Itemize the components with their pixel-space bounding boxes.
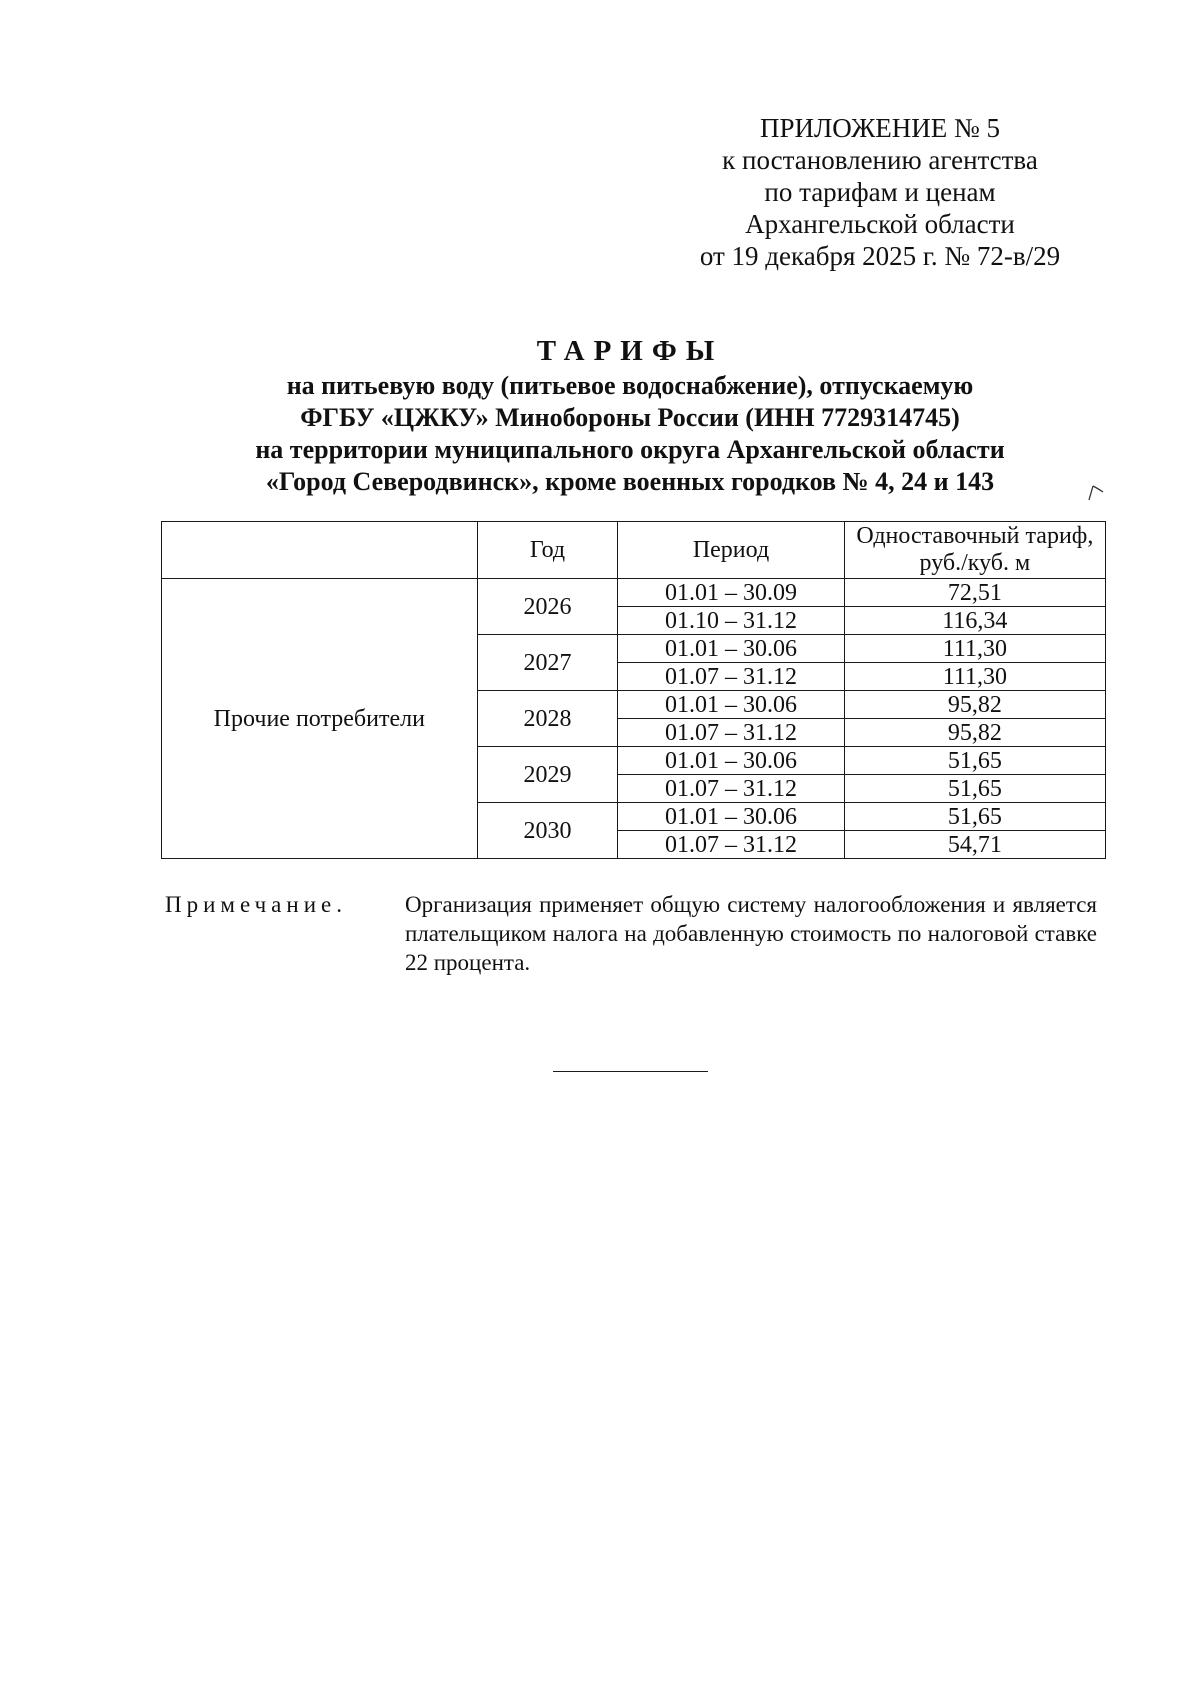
appendix-header	[680, 112, 1080, 272]
document-title	[150, 332, 1110, 498]
table-row	[162, 579, 1106, 607]
period-cell: 01.01 – 30.06	[618, 691, 844, 719]
year-cell: 2029	[477, 747, 618, 803]
period-cell: 01.01 – 30.09	[618, 579, 844, 607]
period-cell: 01.10 – 31.12	[618, 607, 844, 635]
title-subline: на территории муниципального округа Архангельской области	[255, 435, 1005, 464]
tariff-cell: 116,34	[844, 607, 1105, 635]
title-subline: на питьевую воду (питьевое водоснабжение), отпускаемую	[286, 371, 974, 400]
appendix-number: ПРИЛОЖЕНИЕ № 5	[759, 113, 1001, 143]
pen-mark-icon	[1085, 480, 1109, 504]
consumer-cell: Прочие потребители	[162, 579, 478, 859]
tariff-cell: 51,65	[844, 747, 1105, 775]
appendix-date-line: от 19 декабря 2025 г. № 72-в/29	[699, 241, 1061, 271]
header-consumer	[162, 522, 478, 579]
period-cell: 01.07 – 31.12	[618, 831, 844, 859]
tariff-cell: 95,82	[844, 719, 1105, 747]
tariff-cell: 51,65	[844, 803, 1105, 831]
table-header-row	[162, 522, 1106, 579]
appendix-ref-line: по тарифам и ценам	[764, 177, 996, 207]
year-cell: 2030	[477, 803, 618, 859]
period-cell: 01.01 – 30.06	[618, 747, 844, 775]
period-cell: 01.07 – 31.12	[618, 663, 844, 691]
note-label: Примечание.	[165, 892, 347, 917]
tariff-table	[161, 521, 1106, 859]
period-cell: 01.07 – 31.12	[618, 775, 844, 803]
tariff-cell: 51,65	[844, 775, 1105, 803]
year-cell: 2028	[477, 691, 618, 747]
period-cell: 01.01 – 30.06	[618, 803, 844, 831]
note-text: Организация применяет общую систему налогообложения и является плательщиком налога на добавленную стоимость по налоговой ставке 22 процента.	[405, 892, 1097, 975]
period-cell: 01.07 – 31.12	[618, 719, 844, 747]
tariff-cell: 95,82	[844, 691, 1105, 719]
title-main: ТАРИФЫ	[536, 335, 724, 367]
appendix-ref-line: к постановлению агентства	[722, 145, 1038, 175]
title-subline: ФГБУ «ЦЖКУ» Минобороны России (ИНН 7729314745)	[300, 403, 960, 432]
year-cell: 2026	[477, 579, 618, 635]
header-year: Год	[477, 522, 618, 579]
header-period: Период	[618, 522, 844, 579]
tariff-cell: 54,71	[844, 831, 1105, 859]
header-tariff: Одноставочный тариф, руб./куб. м	[844, 522, 1105, 579]
tariff-cell: 111,30	[844, 663, 1105, 691]
title-subline: «Город Северодвинск», кроме военных городков № 4, 24 и 143	[265, 467, 995, 496]
year-cell: 2027	[477, 635, 618, 691]
tariff-cell: 111,30	[844, 635, 1105, 663]
period-cell: 01.01 – 30.06	[618, 635, 844, 663]
tariff-cell: 72,51	[844, 579, 1105, 607]
end-divider	[553, 1071, 708, 1072]
appendix-ref-line: Архангельской области	[745, 209, 1015, 239]
